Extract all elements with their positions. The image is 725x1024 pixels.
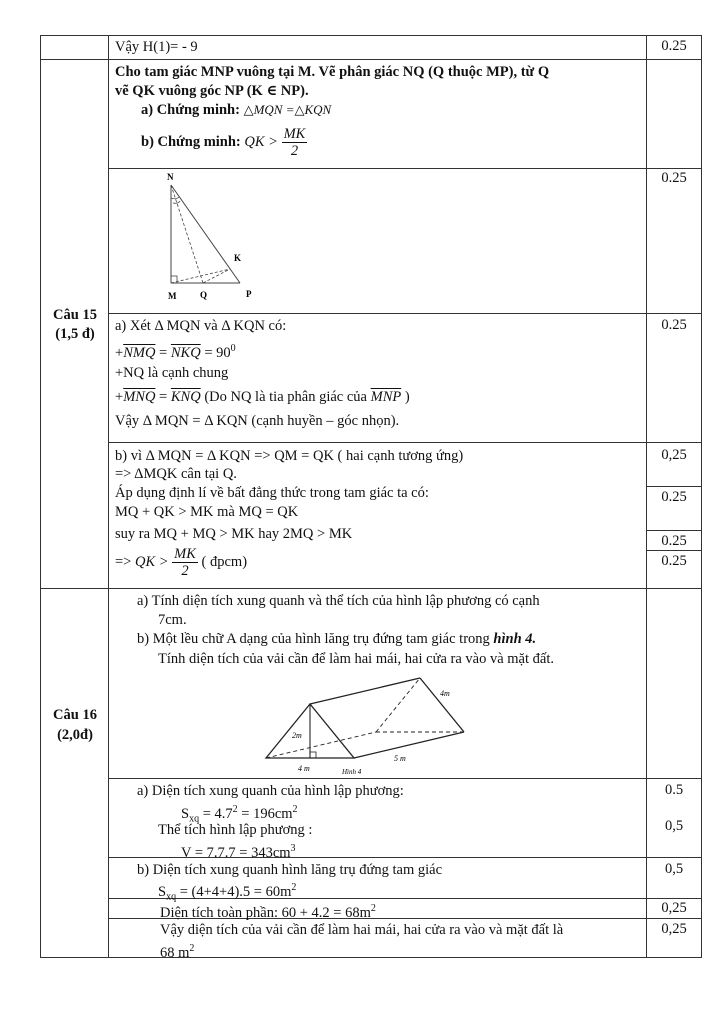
q15-b-score-4: 0.25 (661, 553, 687, 569)
q15-prompt-line1: Cho tam giác MNP vuông tại M. Vẽ phân giác NQ (Q thuộc MP), từ Q (115, 64, 550, 80)
q16-sa-score-1: 0.5 (664, 782, 684, 798)
q16-sd-line2: 68 $m^2$ (160, 943, 195, 961)
q15-points: (1,5 đ) (55, 326, 95, 342)
q15-figure-score: 0.25 (661, 170, 687, 186)
table-border-bottom (40, 957, 702, 958)
q15-part-b-lhs: QK > (244, 133, 278, 150)
label-top: 4m (440, 689, 450, 698)
fraction-denominator: 2 (290, 143, 299, 159)
q15-b-line5: suy ra MQ + MQ > MK hay 2MQ > MK (115, 526, 353, 542)
table-border-top (40, 35, 702, 36)
q15-a-line2: +NQ là cạnh chung (115, 365, 229, 381)
q15-prompt-line2: vẽ QK vuông góc NP (K ∈ NP). (115, 83, 309, 99)
triangle-mnp-figure (160, 170, 270, 305)
row-line (108, 168, 702, 169)
q15-a-line1: $+\overline{NMQ} = \overline{NKQ} = 90^0$ (115, 343, 236, 361)
row-line (646, 530, 702, 531)
q15-part-a-expr: △MQN =△KQN (243, 102, 332, 117)
q16-sc-score: 0,25 (661, 900, 687, 916)
q16-prompt-a1: a) Tính diện tích xung quanh và thể tích của hình lập phương có cạnh (137, 593, 540, 609)
q15-b-fraction: $\frac{MK}{2}$ (174, 546, 196, 579)
q16-sa-line1: a) Diện tích xung quanh của hình lập phương: (137, 783, 404, 799)
fraction-numerator: MK (283, 126, 306, 142)
q15-part-a (141, 101, 331, 119)
label-q: Q (200, 290, 208, 300)
row-line (40, 588, 702, 589)
label-k: K (234, 253, 242, 263)
q16-points: (2,0đ) (57, 727, 93, 743)
q16-sa-line4: $V = 7.7.7 = 343cm^3$ (181, 843, 296, 861)
q16-sc-line1: Diện tích toàn phần: $60 + 4.2 = 68m^2$ (160, 903, 376, 921)
q15-b-line2: => ΔMQK cân tại Q. (115, 466, 237, 482)
q15-b-line3: Áp dụng định lí về bất đẳng thức trong tam giác ta có: (115, 485, 429, 501)
row-line (646, 486, 702, 487)
q16-sa-line2: $S_{xq} = 4.7^2 = 196cm^2$ (181, 804, 298, 825)
q15-b-line1: b) vì Δ MQN = Δ KQN => QM = QK ( hai cạnh tương ứng) (115, 448, 464, 464)
q16-label: Câu 16 (53, 707, 97, 723)
q15-label: Câu 15 (53, 307, 97, 323)
col-divider-1 (108, 35, 109, 958)
row-line (108, 313, 702, 314)
q15-b-score-1: 0,25 (661, 447, 687, 463)
q15-a-head: a) Xét Δ MQN và Δ KQN có: (115, 318, 287, 334)
row-line (646, 550, 702, 551)
q16-sb-line2: $S_{xq} = (4+4+4).5 = 60m^2$ (158, 882, 297, 903)
q15-b-score-3: 0.25 (661, 533, 687, 549)
q16-sa-score-2: 0,5 (664, 818, 684, 834)
q15-a-score: 0.25 (661, 317, 687, 333)
figure-caption: Hình 4 (342, 768, 362, 776)
label-height: 2m (292, 731, 302, 740)
q15-part-b-fraction (282, 126, 308, 159)
q16-sa-line3: Thể tích hình lập phương : (158, 822, 313, 838)
q15-b-line6: => QK > $\frac{MK}{2}$ ( đpcm) (115, 546, 248, 579)
q16-sb-line1: b) Diện tích xung quanh hình lăng trụ đứng tam giác (137, 862, 443, 878)
q16-sd-score: 0,25 (661, 921, 687, 937)
top-row-text: Vậy H(1)= - 9 (115, 39, 198, 55)
q15-part-a-label: a) Chứng minh: (141, 102, 240, 118)
q15-b-line4: MQ + QK > MK mà MQ = QK (115, 504, 299, 520)
label-p: P (246, 289, 252, 299)
row-line (40, 59, 702, 60)
q15-a-line3: $+\overline{MNQ} = \overline{KNQ}$ (Do NQ là tia phân giác của $\overline{MNP}$ ) (115, 389, 410, 405)
row-line (108, 442, 702, 443)
q16-prompt-b2: Tính diện tích của vải cần để làm hai mái, hai cửa ra vào và mặt đất. (158, 651, 554, 667)
row-line (108, 778, 702, 779)
q16-prompt-a2: 7cm. (158, 612, 187, 628)
q15-part-b (141, 126, 307, 159)
tent-prism-figure (262, 676, 472, 776)
q16-sd-line1: Vậy diện tích của vải cần để làm hai mái, hai cửa ra vào và mặt đất là (160, 922, 564, 938)
table-border-left (40, 35, 41, 958)
label-n: N (167, 172, 174, 182)
label-m: M (168, 291, 177, 301)
q16-sb-score: 0,5 (664, 861, 684, 877)
q15-b-score-2: 0.25 (661, 489, 687, 505)
top-row-score: 0.25 (661, 38, 687, 54)
q15-part-b-label: b) Chứng minh: (141, 133, 241, 150)
label-length: 5 m (394, 754, 406, 763)
q16-prompt-b1: b) Một lều chữ A dạng của hình lăng trụ đứng tam giác trong hình 4. (137, 631, 537, 647)
label-base: 4 m (298, 764, 310, 773)
q15-a-line4: Vậy Δ MQN = Δ KQN (cạnh huyền – góc nhọn). (115, 413, 400, 429)
